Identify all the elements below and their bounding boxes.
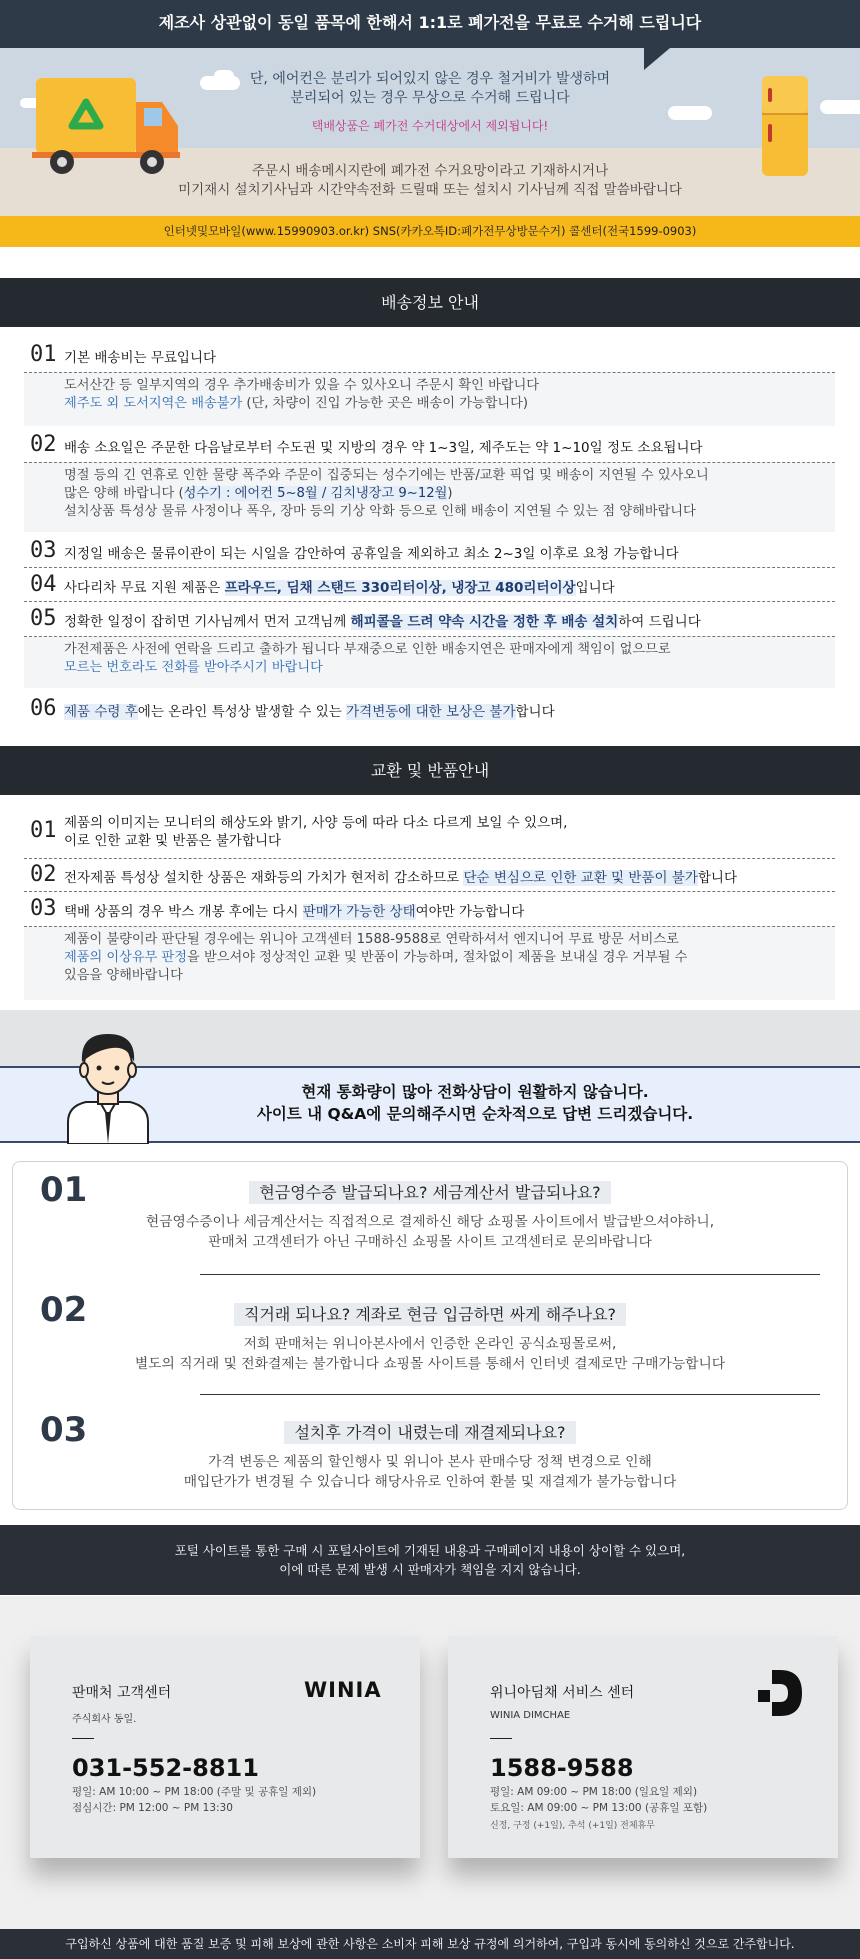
card-hours-line: 토요일: AM 09:00 ~ PM 13:00 (공휴일 포함) [490, 1802, 708, 1814]
divider [24, 858, 835, 859]
faq-separator [200, 1274, 820, 1275]
detail-text: 가전제품은 사전에 연락을 드리고 출하가 됩니다 부재중으로 인한 배송지연은 판매자에게 책임이 없으므로 [64, 642, 671, 657]
divider [24, 567, 835, 568]
detail-text: (단, 차량이 진입 가능한 곳은 배송이 가능합니다) [242, 396, 529, 411]
delivery-detail-05 [24, 636, 835, 688]
item-title: 지정일 배송은 물류이관이 되는 시일을 감안하여 공휴일을 제외하고 최소 2~3일 이후로 요청 가능합니다 [64, 546, 679, 562]
faq-number: 03 [40, 1410, 88, 1450]
item-title [64, 576, 615, 596]
faq-number: 02 [40, 1290, 88, 1330]
card-hours [72, 1784, 316, 1816]
winia-logo: WINIA [304, 1678, 382, 1702]
detail-text: 많은 양해 바랍니다 ( [64, 486, 184, 501]
seller-contact-card [30, 1636, 420, 1858]
item-number: 02 [30, 432, 57, 457]
title-highlight: 판매가 가능한 상태 [302, 904, 416, 920]
dimchae-logo-icon [758, 1670, 802, 1716]
aircon-notice [0, 70, 860, 108]
item-number: 03 [30, 538, 57, 563]
delivery-detail-01 [24, 372, 835, 426]
top-headline: 제조사 상관없이 동일 품목에 한해서 1:1로 폐가전을 무료로 수거해 드립니다 [0, 0, 860, 48]
service-phone-number[interactable]: 1588-9588 [490, 1754, 634, 1782]
faq-number: 01 [40, 1170, 88, 1210]
item-title: 기본 배송비는 무료입니다 [64, 350, 217, 366]
item-number: 05 [30, 606, 57, 631]
title-text: 전자제품 특성상 설치한 상품은 재화등의 가치가 현저히 감소하므로 [64, 870, 464, 886]
call-notice-line1: 현재 통화량이 많아 전화상담이 원활하지 않습니다. [301, 1083, 649, 1101]
title-text: 이로 인한 교환 및 반품은 불가합니다 [64, 833, 282, 849]
detail-text: 있음을 양해바랍니다 [64, 968, 183, 983]
order-message-notice [0, 162, 860, 200]
title-text: 여야만 가능합니다 [415, 904, 525, 920]
faq-answer-line: 매입단가가 변경될 수 있습니다 해당사유로 인하여 환불 및 재결제가 불가능합니다 [183, 1474, 677, 1490]
delivery-heading: 배송정보 안내 [0, 278, 860, 327]
card-divider [72, 1738, 94, 1739]
order-message-line1: 주문시 배송메시지란에 폐가전 수거요망이라고 기재하시거나 [251, 163, 609, 179]
faq-question [0, 1180, 860, 1203]
portal-notice-line2: 이에 따른 문제 발생 시 판매자가 책임을 지지 않습니다. [279, 1562, 581, 1577]
title-text: 에는 온라인 특성상 발생할 수 있는 [137, 704, 347, 720]
faq-question-text: 직거래 되나요? 계좌로 현금 입금하면 싸게 해주나요? [234, 1303, 626, 1326]
title-text: 택배 상품의 경우 박스 개봉 후에는 다시 [64, 904, 303, 920]
item-number: 04 [30, 572, 57, 597]
faq-answer [0, 1212, 860, 1252]
faq-answer [0, 1334, 860, 1374]
card-title: 판매처 고객센터 [72, 1685, 172, 1701]
faq-question [0, 1302, 860, 1325]
faq-answer-line: 판매처 고객센터가 아닌 구매하신 쇼핑몰 사이트 고객센터로 문의바랍니다 [208, 1234, 652, 1250]
detail-highlight: 제주도 외 도서지역은 배송불가 [64, 396, 243, 411]
card-hours [490, 1784, 707, 1816]
title-highlight: 가격변동에 대한 보상은 불가 [346, 704, 516, 720]
item-number: 01 [30, 818, 57, 843]
recycle-banner [0, 48, 860, 216]
title-text: 합니다 [697, 870, 738, 886]
delivery-detail-02 [24, 462, 835, 532]
divider [24, 601, 835, 602]
item-title [64, 700, 555, 720]
detail-text: 도서산간 등 일부지역의 경우 추가배송비가 있을 수 있사오니 주문시 확인 바랍니다 [64, 378, 540, 393]
card-company: 주식회사 동일. [72, 1714, 137, 1725]
title-highlight: 단순 변심으로 인한 교환 및 반품이 불가 [463, 870, 698, 886]
card-hours-line: 평일: AM 09:00 ~ PM 18:00 (일요일 제외) [490, 1786, 698, 1798]
card-divider [490, 1738, 512, 1739]
aircon-notice-line2: 분리되어 있는 경우 무상으로 수거해 드립니다 [290, 90, 570, 106]
faq-answer-line: 가격 변동은 제품의 할인행사 및 위니아 본사 판매수당 정책 변경으로 인해 [208, 1454, 652, 1470]
faq-question [0, 1420, 860, 1443]
exchange-detail [24, 926, 835, 1000]
faq-answer-line: 저희 판매처는 위니아본사에서 인증한 온라인 공식쇼핑몰로써, [243, 1336, 617, 1352]
title-highlight: 해피콜을 드려 약속 시간을 정한 후 배송 설치 [350, 614, 619, 630]
item-number: 02 [30, 862, 57, 887]
faq-answer-line: 현금영수증이나 세금계산서는 직접적으로 결제하신 해당 쇼핑몰 사이트에서 발급받으셔야하니, [145, 1214, 715, 1230]
title-highlight: 제품 수령 후 [64, 704, 138, 720]
call-notice-text [150, 1081, 800, 1125]
item-title [64, 814, 567, 850]
exchange-heading: 교환 및 반품안내 [0, 746, 860, 795]
faq-question-text: 현금영수증 발급되나요? 세금계산서 발급되나요? [249, 1181, 610, 1204]
item-number: 03 [30, 896, 57, 921]
detail-highlight: 제품의 이상유무 판정 [64, 950, 188, 965]
seller-phone-number[interactable]: 031-552-8811 [72, 1754, 259, 1782]
card-holiday-note: 신정, 구정 (+1일), 추석 (+1일) 전체휴무 [490, 1821, 655, 1831]
card-hours-line: 평일: AM 10:00 ~ PM 18:00 (주말 및 공휴일 제외) [72, 1786, 317, 1798]
title-text: 입니다 [575, 580, 615, 596]
agent-avatar-icon [62, 1020, 154, 1144]
title-text: 하여 드립니다 [618, 614, 701, 630]
footer-notice: 구입하신 상품에 대한 품질 보증 및 피해 보상에 관한 사항은 소비자 피해 보상 규정에 의거하여, 구입과 동시에 동의하신 것으로 간주합니다. [0, 1929, 860, 1959]
faq-separator [200, 1394, 820, 1395]
item-title [64, 866, 737, 886]
call-notice-line2: 사이트 내 Q&A에 문의해주시면 순차적으로 답변 드리겠습니다. [256, 1105, 694, 1123]
detail-text: 설치상품 특성상 물류 사정이나 폭우, 장마 등의 기상 악화 등으로 인해 배송이 지연될 수 있는 점 양해바랍니다 [64, 504, 696, 519]
title-highlight: 프라우드, 딤채 스탠드 330리터이상, 냉장고 480리터이상 [224, 580, 576, 596]
contact-bar: 인터넷및모바일(www.15990903.or.kr) SNS(카카오톡ID:폐가전무상방문수거) 콜센터(전국1599-0903) [0, 216, 860, 247]
item-title [64, 610, 701, 630]
item-number: 01 [30, 342, 57, 367]
parcel-exclusion-notice: 택배상품은 폐가전 수거대상에서 제외됩니다! [311, 119, 549, 133]
aircon-notice-line1: 단, 에어컨은 분리가 되어있지 않은 경우 철거비가 발생하며 [249, 71, 611, 87]
detail-highlight: 성수기 : 에어컨 5~8월 / 김치냉장고 9~12월 [183, 486, 448, 501]
faq-question-text: 설치후 가격이 내렸는데 재결제되나요? [284, 1421, 575, 1444]
card-company: WINIA DIMCHAE [490, 1710, 571, 1721]
service-contact-card [448, 1636, 838, 1858]
title-text: 제품의 이미지는 모니터의 해상도와 밝기, 사양 등에 따라 다소 다르게 보일 수 있으며, [64, 815, 568, 831]
faq-answer-line: 별도의 직거래 및 전화결제는 불가합니다 쇼핑몰 사이트를 통해서 인터넷 결제로만 구매가능합니다 [134, 1356, 726, 1372]
detail-text: ) [447, 486, 453, 501]
portal-notice-line1: 포털 사이트를 통한 구매 시 포털사이트에 기재된 내용과 구매페이지 내용이 상이할 수 있으며, [174, 1543, 686, 1558]
detail-text: 명절 등의 긴 연휴로 인한 물량 폭주와 주문이 집중되는 성수기에는 반품/교환 픽업 및 배송이 지연될 수 있사오니 [64, 468, 709, 483]
title-text: 합니다 [515, 704, 555, 720]
detail-text: 제품이 불량이라 판단될 경우에는 위니아 고객센터 1588-9588로 연락하셔서 엔지니어 무료 방문 서비스로 [64, 932, 679, 947]
faq-answer [0, 1452, 860, 1492]
item-title: 배송 소요일은 주문한 다음날로부터 수도권 및 지방의 경우 약 1~3일, 제주도는 약 1~10일 정도 소요됩니다 [64, 440, 703, 456]
item-title [64, 900, 524, 920]
order-message-line2: 미기재시 설치기사님과 시간약속전화 드릴때 또는 설치시 기사님께 직접 말씀바랍니다 [178, 182, 682, 198]
headline-notch [644, 48, 670, 70]
portal-notice [0, 1525, 860, 1595]
title-text: 사다리차 무료 지원 제품은 [64, 580, 225, 596]
card-title: 위니아딤채 서비스 센터 [490, 1685, 635, 1701]
title-text: 정확한 일정이 잡히면 기사님께서 먼저 고객님께 [64, 614, 351, 630]
divider [24, 891, 835, 892]
card-hours-line: 점심시간: PM 12:00 ~ PM 13:30 [72, 1802, 233, 1814]
detail-text: 을 받으셔야 정상적인 교환 및 반품이 가능하며, 절차없이 제품을 보내실 경우 거부될 수 [187, 950, 688, 965]
item-number: 06 [30, 696, 57, 721]
detail-highlight: 모르는 번호라도 전화를 받아주시기 바랍니다 [64, 660, 323, 675]
